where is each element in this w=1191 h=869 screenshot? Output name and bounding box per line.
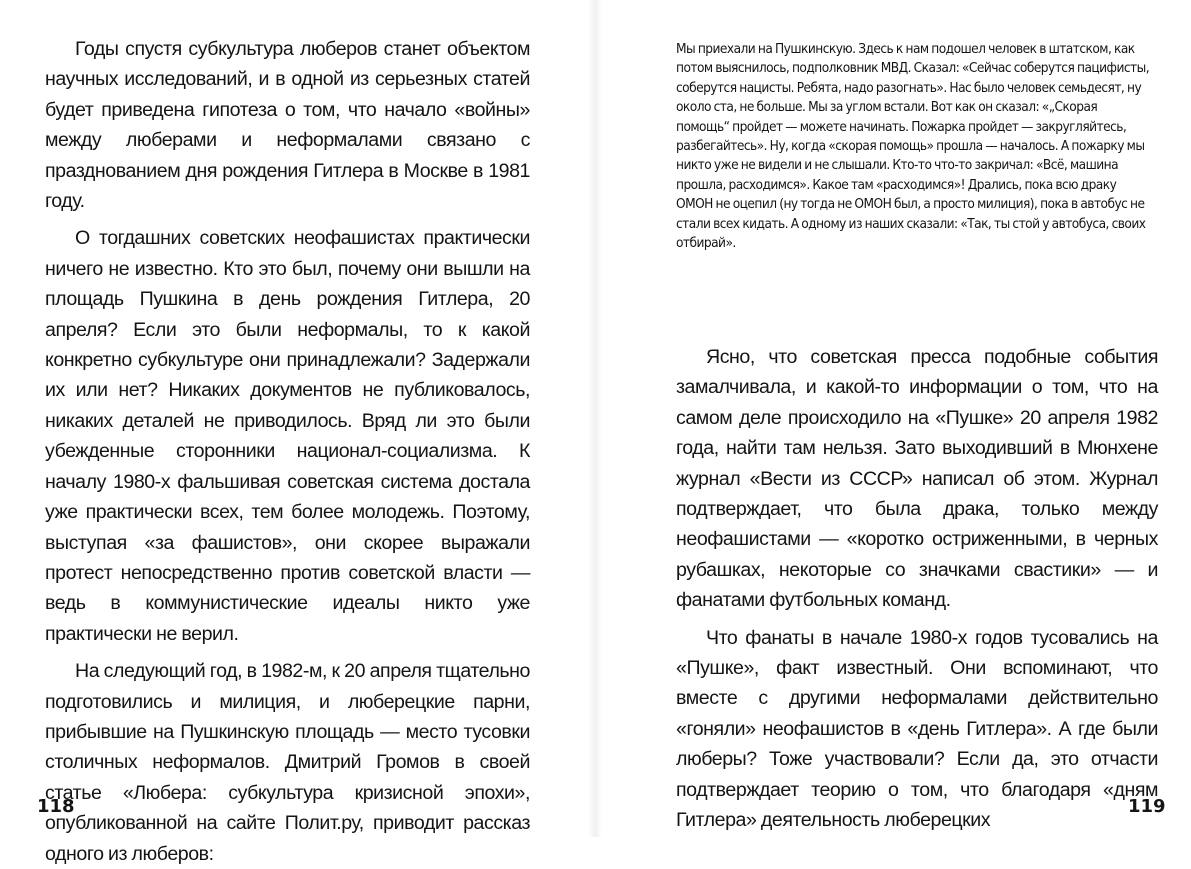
left-page-number: 118 — [37, 796, 75, 817]
right-page — [600, 0, 1191, 837]
left-paragraph-2: О тогдашних советских неофашистах практически ничего не известно. Кто это был, почему они вышли на площадь Пушкина в день рождения Гитлера, 20 апреля? Если это были неформалы, то к какой конкретно субкультуре они принадлежали? Задержали их или нет? Никаких документов не публиковалось, никаких деталей не приводилось. Вряд ли это были убежденные сторонники национал-социализма. К началу 1980-х фальшивая советская система достала уже практически всех, тем более молодежь. Поэтому, выступая «за фашистов», они скорее выражали протест непосредственно против советской власти — ведь в коммунистические идеалы никто уже практически не верил. — [45, 227, 530, 645]
interview-quote — [676, 40, 1152, 253]
left-page-body — [45, 34, 530, 869]
left-paragraph-3: На следующий год, в 1982-м, к 20 апреля тщательно подготовились и милиция, и люберецкие парни, прибывшие на Пушкинскую площадь — место тусовки столичных неформалов. Дмитрий Громов в своей статье «Любера: субкультура кризисной эпохи», опубликованной на сайте Полит.ру, приводит рассказ одного из люберов: — [45, 660, 530, 865]
left-paragraph-1: Годы спустя субкультура люберов станет объектом научных исследований, и в одной из серьезных статей будет приведена гипотеза о том, что начало «войны» между люберами и неформалами связано с празднованием дня рождения Гитлера в Москве в 1981 году. — [45, 38, 530, 213]
right-paragraph-1: Ясно, что советская пресса подобные события замалчивала, и какой-то информации о том, что на самом деле происходило на «Пушке» 20 апреля 1982 года, найти там нельзя. Зато выходивший в Мюнхене журнал «Вести из СССР» написал об этом. Журнал подтверждает, что была драка, только между неофашистами — «коротко остриженными, в черных рубашках, некоторые со значками свастики» — и фанатами футбольных команд. — [676, 346, 1158, 612]
left-page — [0, 0, 590, 865]
right-page-number: 119 — [1128, 796, 1166, 817]
right-page-body — [676, 342, 1158, 836]
right-paragraph-2: Что фанаты в начале 1980-х годов тусовались на «Пушке», факт известный. Они вспоминают, что вместе с другими неформалами действительно «гоняли» неофашистов в «день Гитлера». А где были люберы? Тоже участвовали? Если да, это отчасти подтверждает теорию о том, что благодаря «дням Гитлера» деятельность люберецких — [676, 626, 1158, 832]
quote-text: Мы приехали на Пушкинскую. Здесь к нам подошел человек в штатском, как потом выяснилось, подполковник МВД. Сказал: «Сейчас соберутся пацифисты, соберутся нацисты. Ребята, надо разогнать». Нас было человек семьдесят, ну около ста, не больше. Мы за углом встали. Вот как он сказал: «„Скорая помощь“ пройдет — можете начинать. Пожарка пройдет — закругляйтесь, разбегайтесь». Ну, когда «скорая помощь» прошла — началось. А пожарку мы никто уже не видели и не слышали. Кто-то что-то закричал: «Всё, машина прошла, расходимся». Какое там «расходимся»! Дрались, пока всю драку ОМОН не оцепил (ну тогда не ОМОН был, а просто милиция), пока в автобус не стали всех кидать. А одному из наших сказали: «Так, ты стой у автобуса, своих отбирай». — [676, 41, 1150, 252]
